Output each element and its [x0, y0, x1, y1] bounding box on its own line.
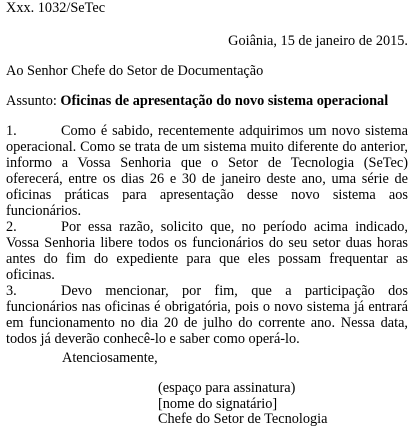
document-reference: Xxx. 1032/SeTec	[6, 0, 106, 16]
subject-line	[6, 93, 388, 109]
paragraph-1	[6, 123, 408, 219]
paragraph-3	[6, 283, 408, 347]
paragraph-2	[6, 219, 408, 283]
subject-label: Assunto:	[6, 93, 61, 109]
signatory-name: [nome do signatário]	[158, 395, 278, 412]
letter-body	[6, 123, 408, 347]
paragraph-number: 2.	[6, 219, 17, 235]
closing-salutation: Atenciosamente,	[62, 350, 158, 366]
paragraph-text: Por essa razão, solicito que, no período acima indicado, Vossa Senhoria libere todos os funcionários do seu setor duas horas antes do fim do expediente para que eles possam frequentar as oficinas.	[6, 219, 408, 283]
paragraph-text: Como é sabido, recentemente adquirimos um novo sistema operacional. Como se trata de um sistema muito diferente do anterior, informo a Vossa Senhoria que o Setor de Tecnologia (SeTec) oferecerá, entre os dias 26 e 30 de janeiro deste ano, uma série de oficinas práticas para apresentação desse novo sistema aos funcionários.	[6, 123, 408, 219]
recipient-line: Ao Senhor Chefe do Setor de Documentação	[6, 63, 264, 79]
signatory-title: Chefe do Setor de Tecnologia	[158, 411, 328, 427]
paragraph-number: 1.	[6, 123, 17, 139]
signature-block	[158, 381, 327, 428]
paragraph-number: 3.	[6, 283, 17, 299]
signature-space: (espaço para assinatura)	[158, 380, 296, 396]
document-date: Goiânia, 15 de janeiro de 2015.	[228, 33, 408, 49]
subject-text: Oficinas de apresentação do novo sistema operacional	[60, 93, 389, 109]
paragraph-text: Devo mencionar, por fim, que a participação dos funcionários nas oficinas é obrigatória, pois o novo sistema já entrará em funcionamento no dia 20 de julho do corrente ano. Nessa data, todos já deverão conhecê-lo e saber como operá-lo.	[6, 283, 408, 347]
